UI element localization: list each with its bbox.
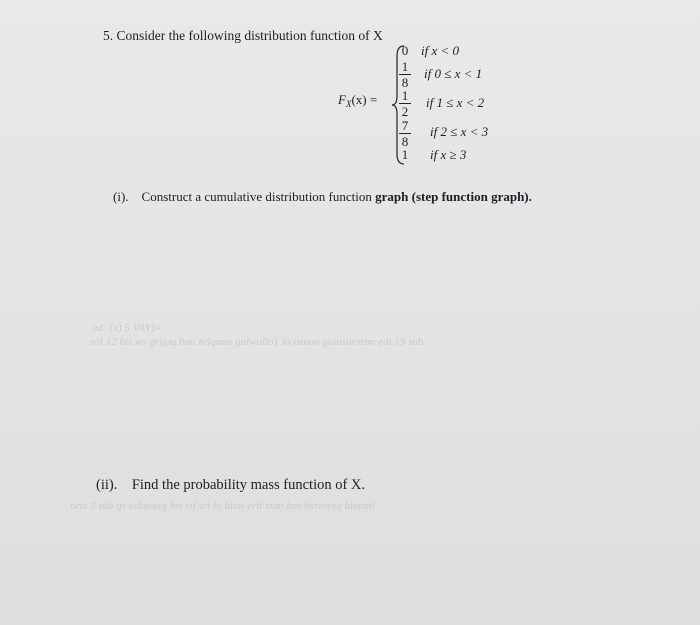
fraction-numerator: 1 <box>401 88 409 103</box>
piecewise-definition <box>338 40 598 170</box>
part-i-label: (i). <box>113 189 129 204</box>
fraction-numerator: 7 <box>401 118 409 133</box>
lhs-subscript: X <box>345 99 352 109</box>
fraction-denominator: 2 <box>401 104 409 119</box>
case-condition-2: if 1 ≤ x < 2 <box>426 95 485 110</box>
fraction-denominator: 8 <box>401 75 409 90</box>
lhs-function-name: F <box>338 92 346 107</box>
case-condition-3: if 2 ≤ x < 3 <box>430 124 489 139</box>
bleed-through-text-1: ad: (x) 5 VAY)= <box>92 322 162 334</box>
function-lhs <box>338 92 377 109</box>
part-i-text: Construct a cumulative distribution function <box>141 189 372 204</box>
case-value-0: 0 <box>401 43 409 58</box>
question-title: 5. Consider the following distribution function of X <box>103 28 383 43</box>
part-ii-label: (ii). <box>96 477 118 493</box>
case-fraction-2 <box>398 89 412 118</box>
case-condition-0: if x < 0 <box>421 43 460 58</box>
part-i-bold-text: graph (step function graph). <box>375 189 532 204</box>
fraction-numerator: 1 <box>401 59 409 74</box>
part-ii-text: Find the probability mass function of X. <box>131 477 366 493</box>
fraction-denominator: 8 <box>401 134 409 149</box>
case-value-4: 1 <box>401 147 409 162</box>
case-condition-1: if 0 ≤ x < 1 <box>424 66 483 81</box>
case-fraction-3 <box>398 119 412 148</box>
lhs-argument: (x) = <box>351 92 378 107</box>
bleed-through-text-3: bris 3 sub qs ssluoqsq bsi eif srt lo bisw erit ston bns bsriovsq bluoml <box>70 500 375 512</box>
case-fraction-1 <box>398 60 412 89</box>
case-condition-4: if x ≥ 3 <box>430 147 467 162</box>
bleed-through-text-2: sol 12 bis.ws grijuq ban zelqmss gniwollo1 lo ismon guinsurstsm edt 19 sub <box>90 336 424 348</box>
part-ii <box>96 477 365 494</box>
part-i <box>113 189 532 205</box>
